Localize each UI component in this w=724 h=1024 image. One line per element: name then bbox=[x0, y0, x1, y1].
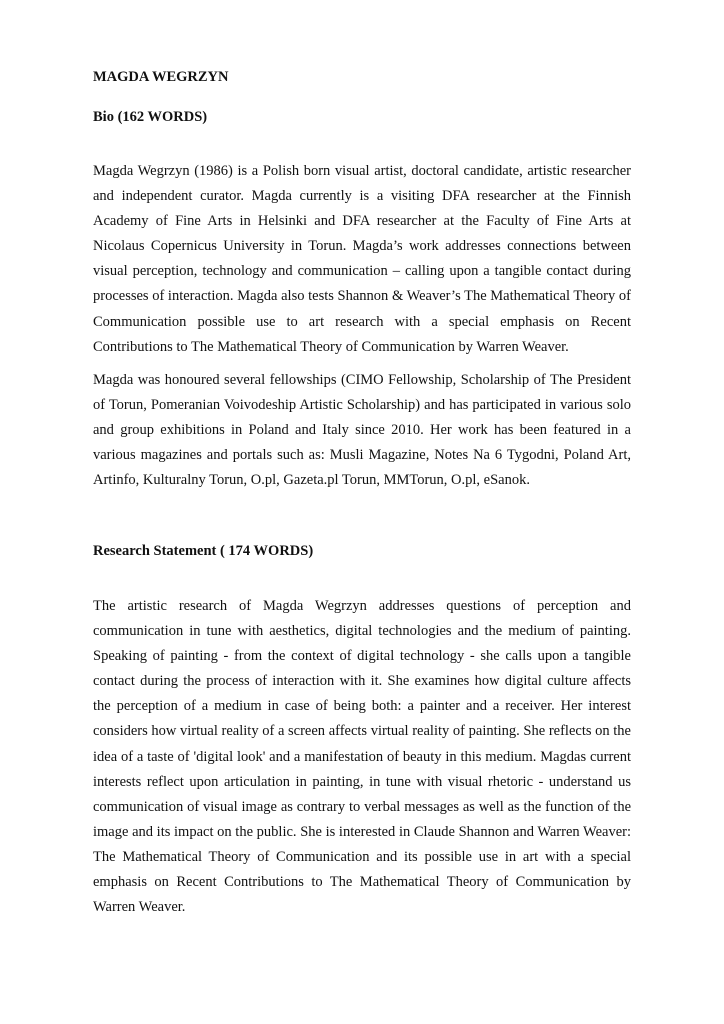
bio-paragraph-1: Magda Wegrzyn (1986) is a Polish born visual artist, doctoral candidate, artistic researcher and independent curator. Magda currently is a visiting DFA researcher at the Finnish Academy of Fine Arts in Helsinki and DFA researcher at the Faculty of Fine Arts at Nicolaus Copernicus University in Torun. Magda’s work addresses connections between visual perception, technology and communication – calling upon a tangible contact during processes of interaction. Magda also tests Shannon & Weaver’s The Mathematical Theory of Communication possible use to art research with a special emphasis on Recent Contributions to The Mathematical Theory of Communication by Warren Weaver. bbox=[93, 163, 631, 355]
research-paragraph: The artistic research of Magda Wegrzyn addresses questions of perception and communication in tune with aesthetics, digital technologies and the medium of painting. Speaking of painting - from the context of digital technology - she calls upon a tangible contact during the process of interaction with it. She examines how digital culture affects the perception of a medium in case of being both: a painter and a receiver. Her interest considers how virtual reality of a screen affects virtual reality of painting. She reflects on the idea of a taste of 'digital look' and a manifestation of beauty in this medium. Magdas current interests reflect upon articulation in painting, in tune with visual rhetoric - understand us communication of visual image as contrary to verbal messages as well as the function of the image and its impact on the public. She is interested in Claude Shannon and Warren Weaver: The Mathematical Theory of Communication and its possible use in art with a special emphasis on Recent Contributions to The Mathematical Theory of Communication by Warren Weaver. bbox=[93, 598, 631, 916]
document-title: MAGDA WEGRZYN bbox=[93, 69, 229, 85]
bio-paragraph-2: Magda was honoured several fellowships (CIMO Fellowship, Scholarship of The President of Torun, Pomeranian Voivodeship Artistic Scholarship) and has participated in various solo and group exhibitions in Poland and Italy since 2010. Her work has been featured in a various magazines and portals such as: Musli Magazine, Notes Na 6 Tygodni, Poland Art, Artinfo, Kulturalny Torun, O.pl, Gazeta.pl Torun, MMTorun, O.pl, eSanok. bbox=[93, 372, 631, 489]
bio-heading: Bio (162 WORDS) bbox=[93, 109, 208, 125]
research-heading: Research Statement ( 174 WORDS) bbox=[93, 543, 314, 559]
